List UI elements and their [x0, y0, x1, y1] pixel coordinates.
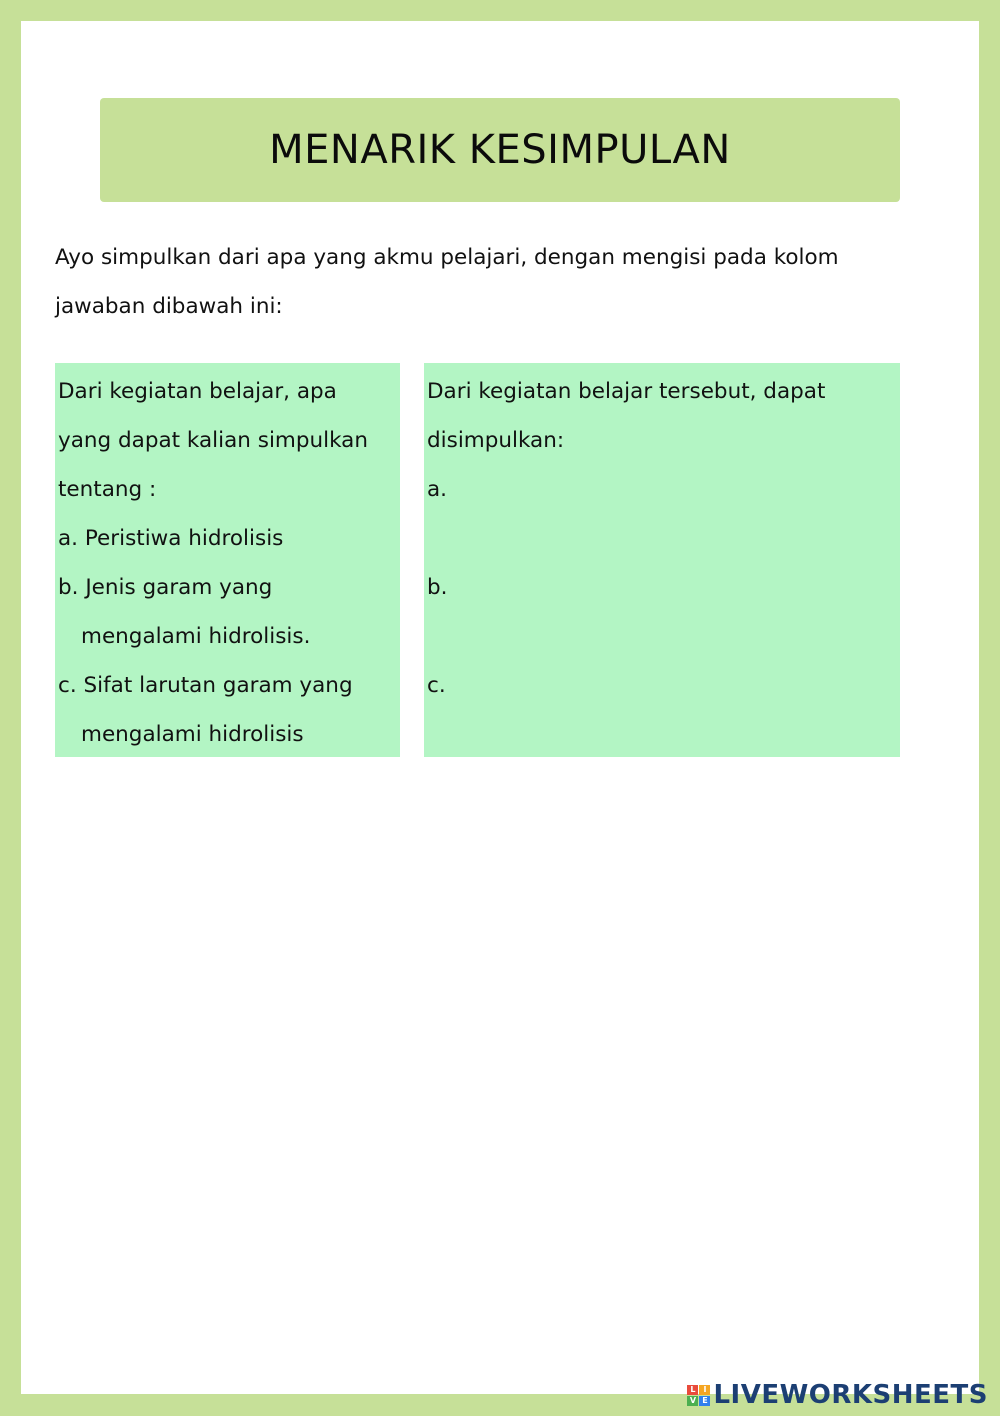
- instruction-text: [55, 233, 915, 331]
- answer-text: [427, 367, 825, 710]
- logo-tile-icon: I: [699, 1385, 710, 1395]
- liveworksheets-logo: [687, 1380, 988, 1410]
- page-title: MENARIK KESIMPULAN: [269, 127, 731, 173]
- question-text: [58, 367, 368, 759]
- answer-label-a: a.: [427, 477, 448, 502]
- liveworksheets-logo-icon: [687, 1385, 710, 1406]
- answer-label-b: b.: [427, 575, 448, 600]
- logo-tile-icon: V: [687, 1396, 698, 1406]
- answer-intro-line-2: disimpulkan:: [427, 428, 565, 453]
- liveworksheets-logo-text: LIVEWORKSHEETS: [713, 1380, 988, 1410]
- answer-blank-a[interactable]: [427, 514, 825, 563]
- worksheet-page: [21, 21, 979, 1394]
- question-line: Dari kegiatan belajar, apa: [58, 379, 337, 404]
- question-item-c: c. Sifat larutan garam yang: [58, 673, 353, 698]
- logo-tile-icon: E: [699, 1396, 710, 1406]
- question-item-c-continued: mengalami hidrolisis: [81, 722, 304, 747]
- question-line: tentang :: [58, 477, 157, 502]
- answer-label-c: c.: [427, 673, 446, 698]
- question-item-b: b. Jenis garam yang: [58, 575, 273, 600]
- question-item-b-continued: mengalami hidrolisis.: [81, 624, 311, 649]
- answer-intro-line-1: Dari kegiatan belajar tersebut, dapat: [427, 379, 826, 404]
- logo-tile-icon: L: [687, 1385, 698, 1395]
- title-banner: [100, 98, 900, 202]
- question-item-a: a. Peristiwa hidrolisis: [58, 526, 284, 551]
- answer-blank-b[interactable]: [427, 612, 825, 661]
- instruction-line-2: jawaban dibawah ini:: [55, 294, 283, 319]
- instruction-line-1: Ayo simpulkan dari apa yang akmu pelajari, dengan mengisi pada kolom: [55, 245, 839, 270]
- question-line: yang dapat kalian simpulkan: [58, 428, 368, 453]
- question-box: [55, 363, 400, 757]
- answer-box: [424, 363, 900, 757]
